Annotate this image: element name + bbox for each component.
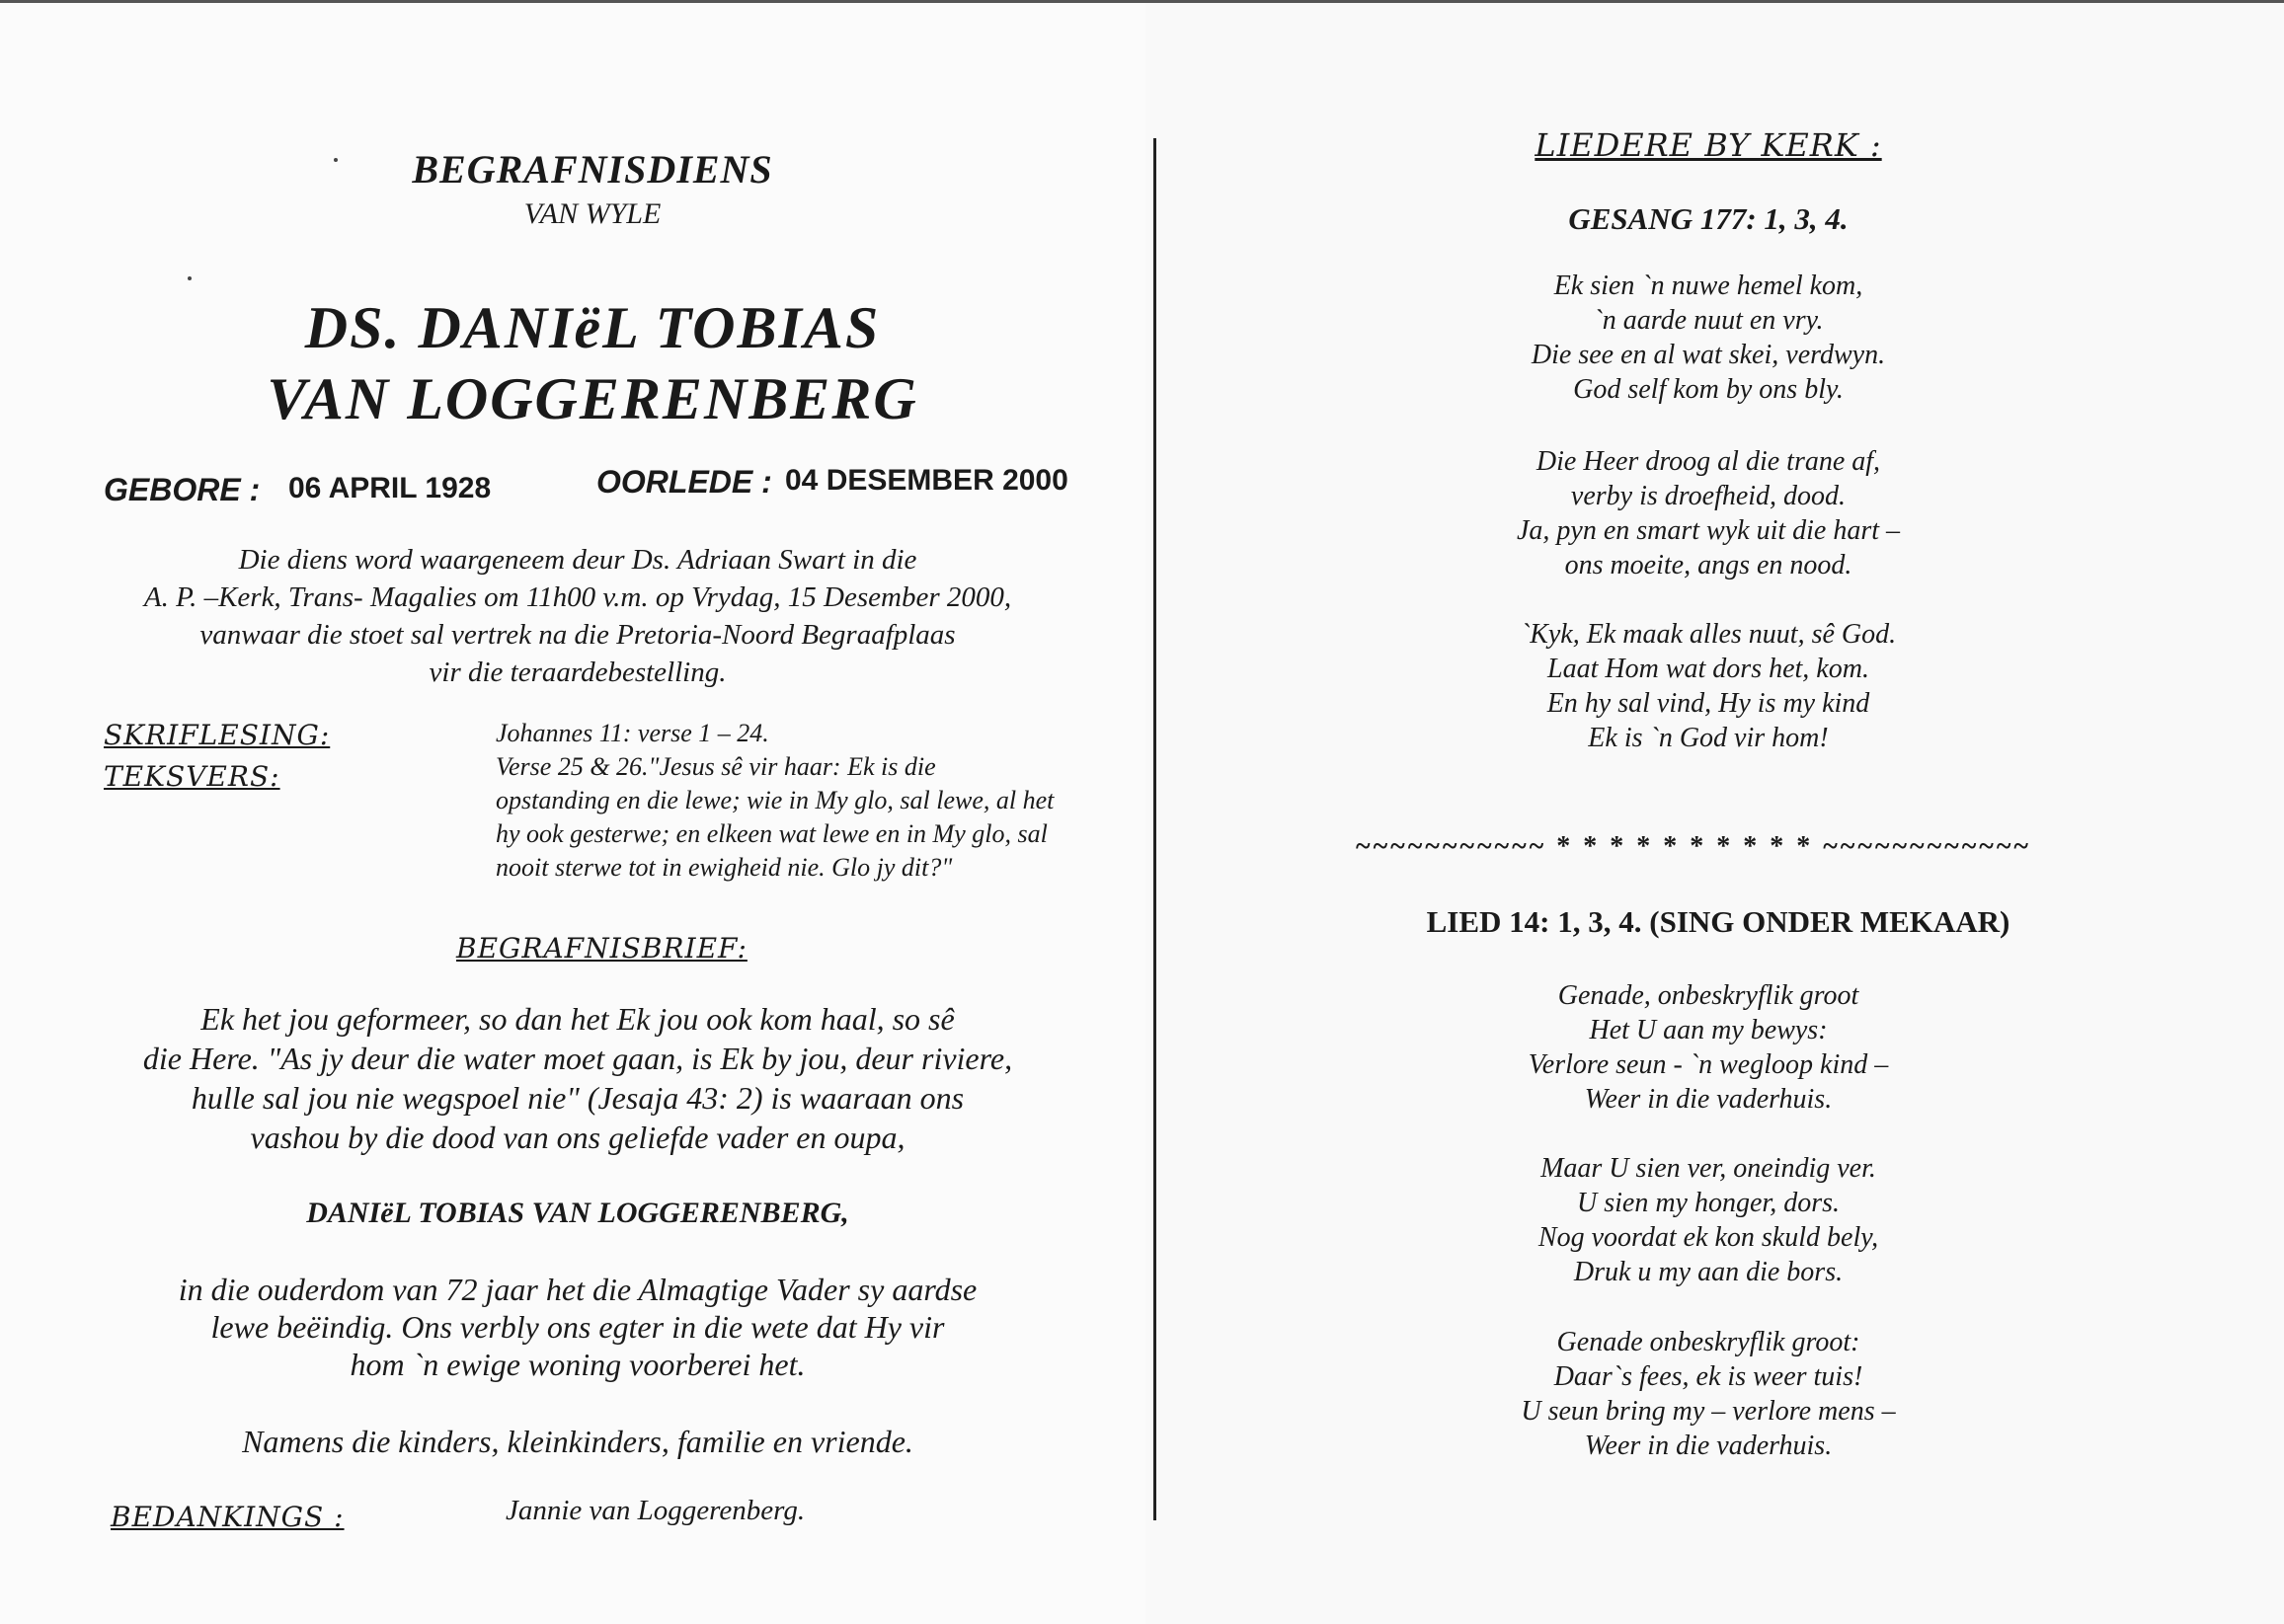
hymn-verse-line: En hy sal vind, Hy is my kind bbox=[1546, 688, 1870, 719]
letter-heading: BEGRAFNISBRIEF: bbox=[456, 932, 748, 965]
letter-line-3: hulle sal jou nie wegspoel nie" (Jesaja 43: 2) is waaraan ons bbox=[191, 1080, 965, 1116]
hymn-title: GESANG 177: 1, 3, 4. bbox=[1568, 201, 1849, 236]
letter-line-7: hom `n ewige woning voorberei het. bbox=[350, 1347, 806, 1382]
song-verse-line: Het U aan my bewys: bbox=[1589, 1015, 1828, 1045]
song-verse-line: U seun bring my – verlore mens – bbox=[1521, 1396, 1896, 1427]
letter-line-5: in die ouderdom van 72 jaar het die Almagtige Vader sy aardse bbox=[178, 1272, 978, 1307]
song-title: LIED 14: 1, 3, 4. (SING ONDER MEKAAR) bbox=[1426, 904, 2010, 939]
on-behalf-line: Namens die kinders, kleinkinders, familie en vriende. bbox=[242, 1424, 913, 1459]
song-verse-line: Druk u my aan die bors. bbox=[1573, 1257, 1844, 1287]
text-line-1: Verse 25 & 26."Jesus sê vir haar: Ek is die bbox=[496, 752, 936, 781]
hymn-verse-line: Die see en al wat skei, verdwyn. bbox=[1531, 340, 1886, 370]
service-line-3: vanwaar die stoet sal vertrek na die Pretoria-Noord Begraafplaas bbox=[199, 619, 956, 651]
speck-mark bbox=[188, 276, 192, 280]
reading-text: Johannes 11: verse 1 – 24. bbox=[496, 719, 769, 747]
song-verse-line: Genade onbeskryflik groot: bbox=[1556, 1327, 1860, 1357]
service-subtitle: VAN WYLE bbox=[523, 197, 662, 230]
song-verse-line: Genade, onbeskryflik groot bbox=[1557, 980, 1859, 1011]
hymn-verse-line: Die Heer droog al die trane af, bbox=[1536, 446, 1881, 477]
songs-heading: LIEDERE BY KERK : bbox=[1535, 126, 1882, 164]
born-date: 06 APRIL 1928 bbox=[288, 472, 492, 504]
text-label: TEKSVERS: bbox=[104, 760, 280, 793]
service-title: BEGRAFNISDIENS bbox=[412, 147, 773, 192]
hymn-verse-line: `n aarde nuut en vry. bbox=[1593, 305, 1824, 336]
song-verse-line: Weer in die vaderhuis. bbox=[1584, 1431, 1833, 1461]
separator-line: ~~~~~~~~~~~ * * * * * * * * * * ~~~~~~~~~~~~ bbox=[1356, 831, 2031, 862]
thanks-label: BEDANKINGS : bbox=[111, 1501, 345, 1533]
text-line-3: hy ook gesterwe; en elkeen wat lewe en in My glo, sal bbox=[496, 819, 1048, 848]
letter-line-4: vashou by die dood van ons geliefde vader en oupa, bbox=[250, 1120, 906, 1155]
hymn-verse-line: Ek sien `n nuwe hemel kom, bbox=[1553, 271, 1863, 301]
hymn-verse-line: Laat Hom wat dors het, kom. bbox=[1547, 654, 1869, 684]
letter-line-6: lewe beëindig. Ons verbly ons egter in die wete dat Hy vir bbox=[210, 1309, 945, 1345]
born-label: GEBORE : bbox=[104, 472, 261, 507]
thanks-name: Jannie van Loggerenberg. bbox=[506, 1495, 806, 1526]
letter-line-2: die Here. "As jy deur die water moet gaan, is Ek by jou, deur riviere, bbox=[142, 1041, 1013, 1076]
song-verse-line: Maar U sien ver, oneindig ver. bbox=[1540, 1153, 1876, 1184]
letter-deceased-name: DANIëL TOBIAS VAN LOGGERENBERG, bbox=[306, 1197, 849, 1229]
speck-mark bbox=[334, 158, 338, 162]
died-date: 04 DESEMBER 2000 bbox=[785, 464, 1068, 497]
service-line-4: vir die teraardebestelling. bbox=[429, 657, 727, 688]
hymn-verse-line: God self kom by ons bly. bbox=[1573, 374, 1844, 405]
song-verse-line: Nog voordat ek kon skuld bely, bbox=[1537, 1222, 1879, 1253]
song-verse-line: Verlore seun - `n wegloop kind – bbox=[1528, 1049, 1889, 1080]
song-verse-line: Daar`s fees, ek is weer tuis! bbox=[1553, 1361, 1863, 1392]
top-edge-line bbox=[0, 0, 2284, 3]
hymn-verse-line: Ek is `n God vir hom! bbox=[1588, 723, 1829, 753]
died-label: OORLEDE : bbox=[596, 464, 772, 500]
text-line-2: opstanding en die lewe; wie in My glo, sal lewe, al het bbox=[496, 786, 1055, 814]
center-fold-line bbox=[1153, 138, 1156, 1520]
hymn-verse-line: Ja, pyn en smart wyk uit die hart – bbox=[1516, 515, 1901, 546]
deceased-name-line1: DS. DANIëL TOBIAS bbox=[304, 295, 881, 360]
hymn-verse-line: `Kyk, Ek maak alles nuut, sê God. bbox=[1520, 619, 1897, 650]
text-line-4: nooit sterwe tot in ewigheid nie. Glo jy dit?" bbox=[496, 853, 953, 882]
deceased-name-line2: VAN LOGGERENBERG bbox=[267, 366, 918, 431]
hymn-verse-line: ons moeite, angs en nood. bbox=[1564, 550, 1852, 580]
service-line-2: A. P. –Kerk, Trans- Magalies om 11h00 v.m. op Vrydag, 15 Desember 2000, bbox=[143, 581, 1012, 613]
song-verse-line: U sien my honger, dors. bbox=[1577, 1188, 1840, 1218]
letter-line-1: Ek het jou geformeer, so dan het Ek jou ook kom haal, so sê bbox=[200, 1001, 955, 1037]
hymn-verse-line: verby is droefheid, dood. bbox=[1570, 481, 1847, 511]
service-line-1: Die diens word waargeneem deur Ds. Adriaan Swart in die bbox=[238, 544, 917, 576]
reading-label: SKRIFLESING: bbox=[104, 719, 331, 751]
song-verse-line: Weer in die vaderhuis. bbox=[1584, 1084, 1833, 1115]
